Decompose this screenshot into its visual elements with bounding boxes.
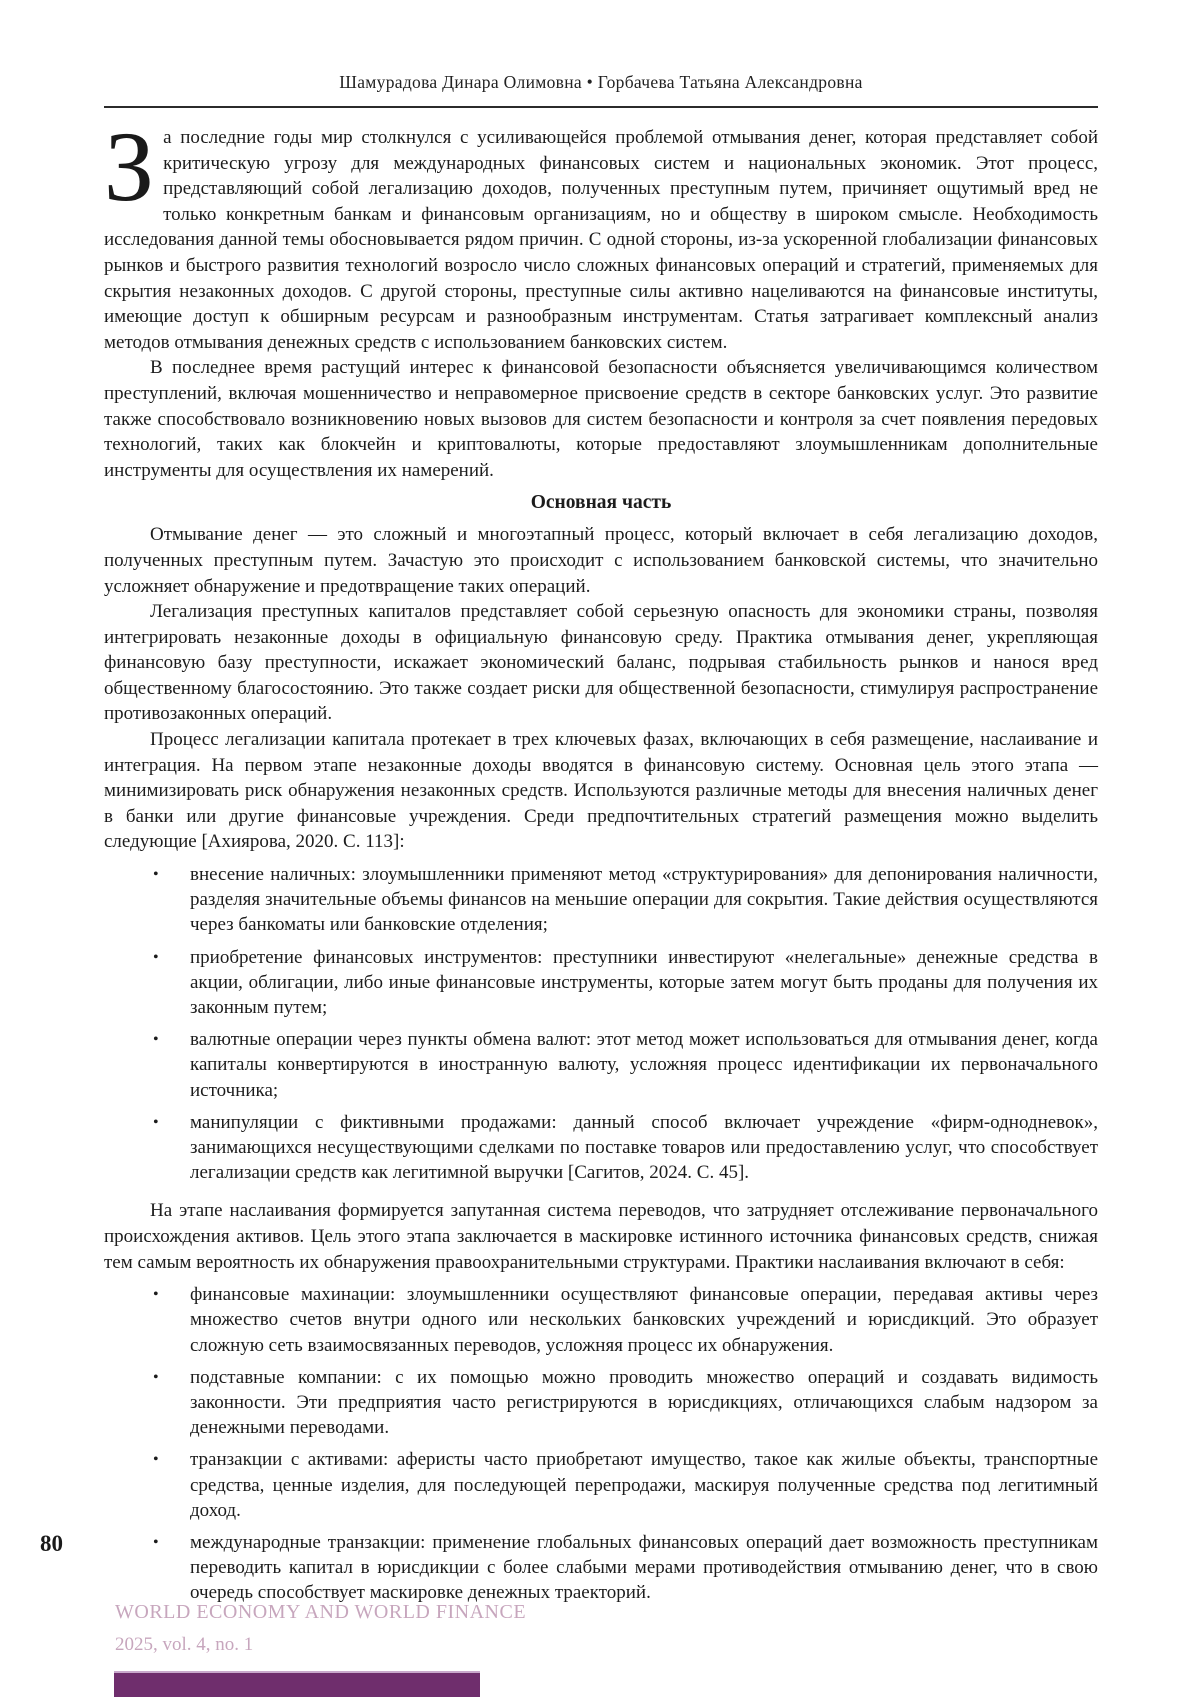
header-rule [104, 106, 1098, 108]
paragraph: Отмывание денег — это сложный и многоэтапный процесс, который включает в себя легализацию доходов, полученных преступным путем. Зачастую это происходит с использованием банковской системы, что значительно усложняет обнаружение и предотвращение таких операций. [104, 524, 1098, 597]
list-item-text: манипуляции с фиктивными продажами: данный способ включает учреждение «фирм-однодневок», занимающихся несуществующими сделками по поставке товаров или предоставлению услуг, что способствует легализации средств как легитимной выручки [Сагитов, 2024. С. 45]. [190, 1111, 1098, 1184]
list-item-text: подставные компании: с их помощью можно проводить множество операций и создавать видимость законности. Эти предприятия часто регистрируются в юрисдикциях, отличающихся слабым надзором за денежными переводами. [190, 1366, 1098, 1439]
list-item [104, 1530, 1098, 1606]
placement-strategies-list [104, 862, 1098, 1185]
bullet-icon: • [153, 948, 159, 966]
list-item [104, 1027, 1098, 1103]
list-item-text: валютные операции через пункты обмена валют: этот метод может использоваться для отмывания денег, когда капиталы конвертируются в иностранную валюту, усложняя процесс идентификации их первоначального источника; [190, 1029, 1098, 1101]
section-heading: Основная часть [530, 492, 672, 514]
list-item-text: транзакции с активами: аферисты часто приобретают имущество, такое как жилые объекты, транспортные средства, ценные изделия, для последующей перепродажи, маскируя полученные средства под легитимный доход. [190, 1449, 1098, 1521]
list-item [104, 1447, 1098, 1523]
paragraph: На этапе наслаивания формируется запутанная система переводов, что затрудняет отслеживание первоначального происхождения активов. Цель этого этапа заключается в маскировке истинного источника финансовых средств, снижая тем самым вероятность их обнаружения правоохранительными структурами. Практики наслаивания включают в себя: [104, 1200, 1098, 1273]
paragraph-intro [104, 111, 1098, 355]
running-head-authors: Шамурадова Динара Олимовна • Горбачева Татьяна Александровна [339, 72, 863, 92]
layering-practices-list [104, 1282, 1098, 1605]
list-item [104, 1365, 1098, 1441]
bullet-icon: • [153, 1368, 159, 1386]
paragraph: Процесс легализации капитала протекает в трех ключевых фазах, включающих в себя размещение, наслаивание и интеграция. На первом этапе незаконные доходы вводятся в финансовую систему. Основная цель этого этапа — минимизировать риск обнаружения незаконных средств. Используются различные методы для внесения наличных денег в банки или другие финансовые учреждения. Среди предпочтительных стратегий размещения можно выделить следующие [Ахиярова, 2020. С. 113]: [104, 729, 1098, 853]
list-item-text: внесение наличных: злоумышленники применяют метод «структурирования» для депонирования наличности, разделяя значительные объемы финансов на меньшие операции для сокрытия. Такие действия осуществляются через банкоматы или банковские отделения; [190, 864, 1098, 936]
bullet-icon: • [153, 1031, 159, 1049]
bullet-icon: • [153, 1286, 159, 1304]
paragraph: В последнее время растущий интерес к финансовой безопасности объясняется увеличивающимся количеством преступлений, включая мошенничество и неправомерное присвоение средств в секторе банковских услуг. Это развитие также способствовало возникновению новых вызовов для систем безопасности и контроля за счет появления передовых технологий, таких как блокчейн и криптовалюты, которые предоставляют злоумышленникам дополнительные инструменты для осуществления их намерений. [104, 357, 1098, 481]
list-item-text: финансовые махинации: злоумышленники осуществляют финансовые операции, передавая активы через множество счетов внутри одного или нескольких банковских учреждений и юрисдикций. Это образует сложную сеть взаимосвязанных переводов, усложняя процесс их обнаружения. [190, 1284, 1098, 1356]
paragraph-intro-text: а последние годы мир столкнулся с усиливающейся проблемой отмывания денег, которая представляет собой критическую угрозу для международных финансовых систем и национальных экономик. Этот процесс, представляющий собой легализацию доходов, полученных преступным путем, причиняет ощутимый вред не только конкретным банкам и финансовым организациям, но и обществу в широком смысле. Необходимость исследования данной темы обосновывается рядом причин. С одной стороны, из-за ускоренной глобализации финансовых рынков и быстрого развития технологий возросло число сложных финансовых операций и стратегий, применяемых для скрытия незаконных доходов. С другой стороны, преступные силы активно нацеливаются на финансовые институты, имеющие доступ к обширным ресурсам и разнообразным инструментам. Статья затрагивает комплексный анализ методов отмывания денежных средств с использованием банковских систем. [104, 127, 1098, 353]
page-number: 80 [40, 1531, 63, 1556]
bullet-icon: • [153, 866, 159, 884]
list-item [104, 1110, 1098, 1186]
bullet-icon: • [153, 1534, 159, 1552]
page-content [104, 72, 1098, 1613]
list-item-text: международные транзакции: применение глобальных финансовых операций дает возможность преступникам переводить капитал в юрисдикции с более слабыми мерами противодействия отмыванию денег, что в свою очередь способствует маскировке денежных траекторий. [190, 1532, 1098, 1604]
list-item [104, 1282, 1098, 1358]
list-item [104, 945, 1098, 1021]
drop-cap: З [104, 111, 155, 222]
footer-accent-bar [114, 1671, 480, 1697]
journal-footer [115, 1601, 526, 1656]
paragraph: Легализация преступных капиталов представляет собой серьезную опасность для экономики страны, позволяя интегрировать незаконные доходы в официальную финансовую среду. Практика отмывания денег, укрепляющая финансовую базу преступности, искажает экономический баланс, подрывая стабильность рынков и нанося вред общественному благосостоянию. Это также создает риски для общественной безопасности, стимулируя распространение противозаконных операций. [104, 601, 1098, 725]
journal-issue: 2025, vol. 4, no. 1 [115, 1634, 254, 1655]
list-item [104, 862, 1098, 938]
bullet-icon: • [153, 1113, 159, 1131]
journal-title: WORLD ECONOMY AND WORLD FINANCE [115, 1601, 527, 1623]
bullet-icon: • [153, 1451, 159, 1469]
list-item-text: приобретение финансовых инструментов: преступники инвестируют «нелегальные» денежные средства в акции, облигации, либо иные финансовые инструменты, которые затем могут быть проданы для получения их законным путем; [190, 946, 1098, 1019]
